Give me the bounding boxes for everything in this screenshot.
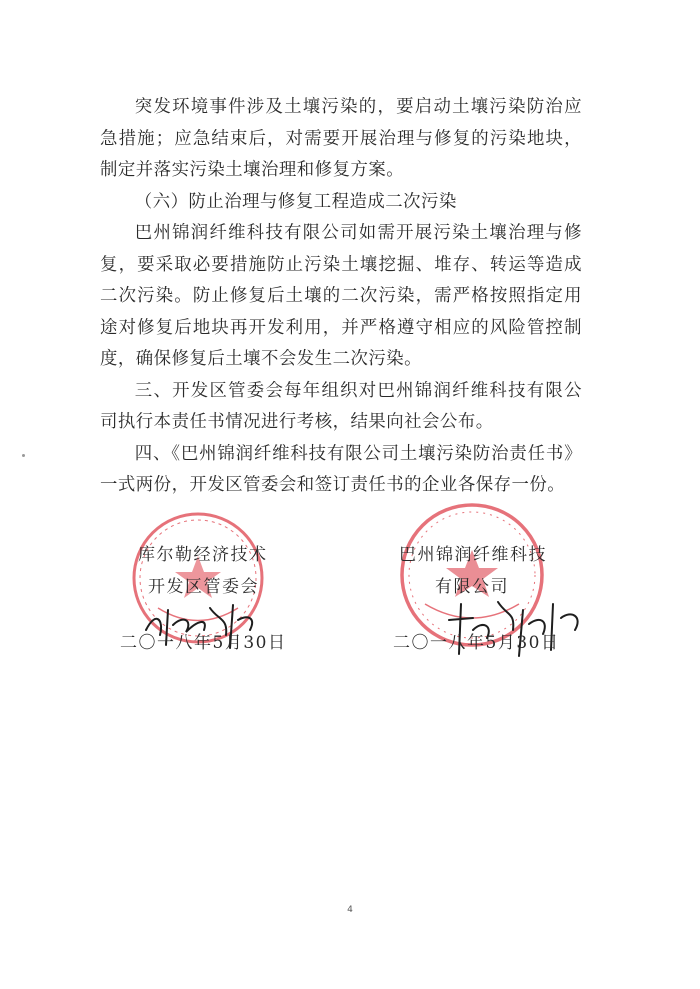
paragraph-emergency: 突发环境事件涉及土壤污染的，要启动土壤污染防治应急措施；应急结束后，对需要开展治理与修复的污染地块，制定并落实污染土壤治理和修复方案。 bbox=[100, 97, 582, 180]
right-org-line1: 巴州锦润纤维科技 bbox=[399, 545, 547, 565]
paragraph-copies: 四、《巴州锦润纤维科技有限公司土壤污染防治责任书》一式两份，开发区管委会和签订责任书的企业各保存一份。 bbox=[100, 443, 582, 495]
paragraph-remediation: 巴州锦润纤维科技有限公司如需开展污染土壤治理与修复，要采取必要措施防止污染土壤挖掘、堆存、转运等造成二次污染。防止修复后土壤的二次污染，需严格按照指定用途对修复后地块再开发利用，并严格遵守相应的风险管控制度，确保修复后土壤不会发生二次污染。 bbox=[100, 223, 582, 369]
right-sign-date: 二〇一八年5月30日 bbox=[393, 633, 560, 653]
section-heading-secondary-pollution: （六）防止治理与修复工程造成二次污染 bbox=[134, 191, 457, 212]
left-sign-date: 二〇一八年5月30日 bbox=[120, 633, 287, 653]
page-number: 4 bbox=[347, 905, 353, 915]
scan-speck bbox=[22, 454, 25, 457]
body-text bbox=[100, 92, 582, 502]
left-org-line1: 库尔勒经济技术 bbox=[138, 545, 268, 565]
right-org-line2: 有限公司 bbox=[435, 577, 509, 597]
signature-block-right bbox=[385, 520, 625, 680]
paragraph-assessment: 三、开发区管委会每年组织对巴州锦润纤维科技有限公司执行本责任书情况进行考核，结果向社会公布。 bbox=[100, 380, 582, 432]
left-org-line2: 开发区管委会 bbox=[148, 577, 259, 597]
signature-block-left bbox=[110, 520, 350, 680]
